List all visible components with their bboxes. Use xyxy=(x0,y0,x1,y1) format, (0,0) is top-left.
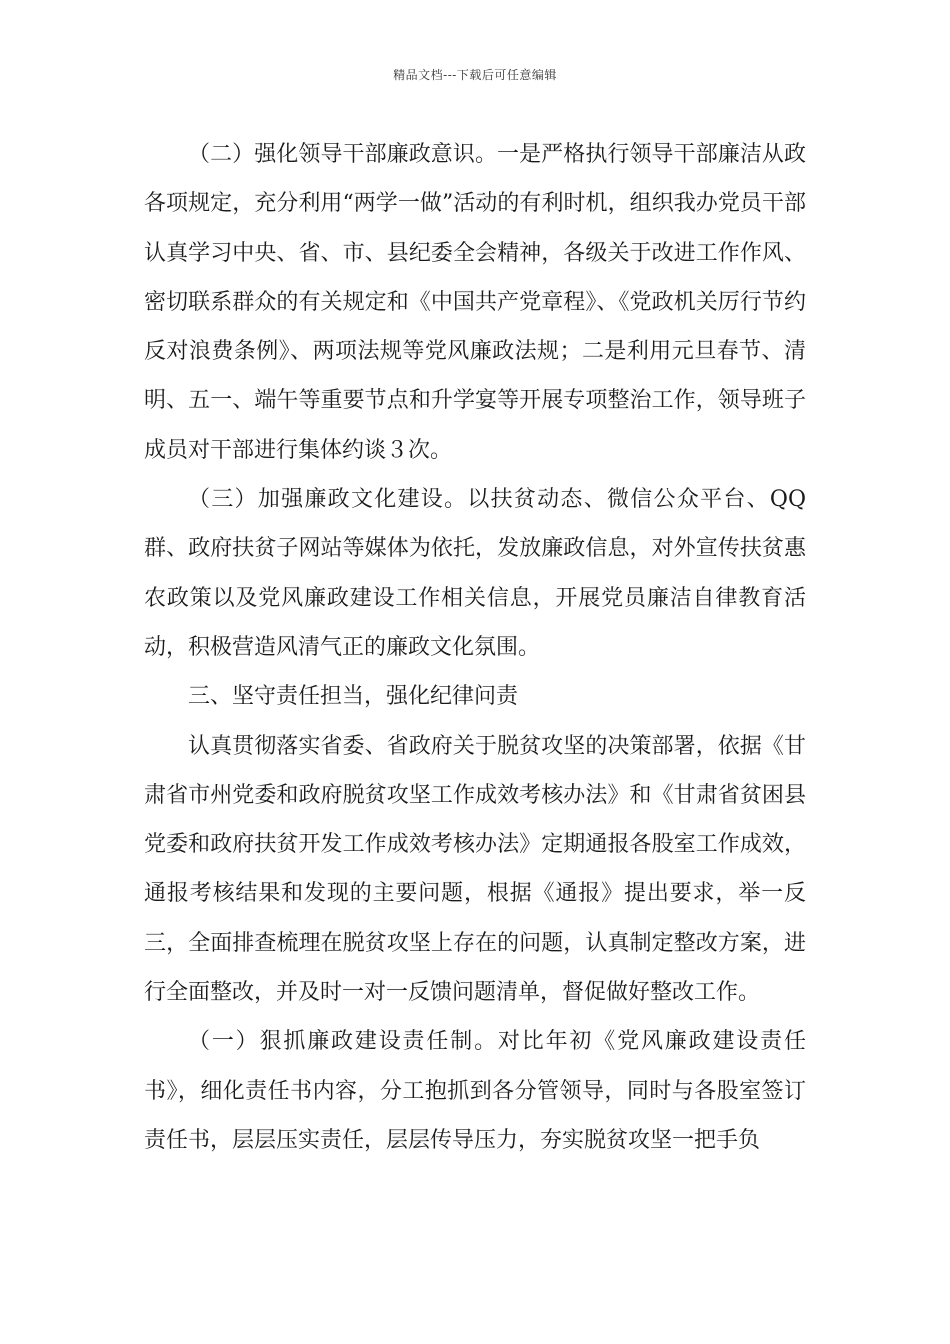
paragraph-implementation: 认真贯彻落实省委、省政府关于脱贫攻坚的决策部署，依据《甘肃省市州党委和政府脱贫攻坚工作成效考核办法》和《甘肃省贫困县党委和政府扶贫开发工作成效考核办法》定期通报各股室工作成效，通报考核结果和发现的主要问题，根据《通报》提出要求，举一反三，全面排查梳理在脱贫攻坚上存在的问题，认真制定整改方案，进行全面整改，并及时一对一反馈问题清单，督促做好整改工作。 xyxy=(144,733,806,1006)
page-header: 精品文档---下载后可任意编辑 xyxy=(393,68,557,82)
paragraph-culture-building: （三）加强廉政文化建设。以扶贫动态、微信公众平台、QQ群、政府扶贫子网站等媒体为依托，发放廉政信息，对外宣传扶贫惠农政策以及党风廉政建设工作相关信息，开展党员廉洁自律教育活动，积极营造风清气正的廉政文化氛围。 xyxy=(144,487,806,660)
paragraph-responsibility-system: （一）狠抓廉政建设责任制。对比年初《党风廉政建设责任书》，细化责任书内容，分工抱抓到各分管领导，同时与各股室签订责任书，层层压实责任，层层传导压力，夯实脱贫攻坚一把手负 xyxy=(144,1029,806,1153)
section-heading-responsibility: 三、坚守责任担当，强化纪律问责 xyxy=(188,684,519,710)
paragraph-strengthen-awareness: （二）强化领导干部廉政意识。一是严格执行领导干部廉洁从政各项规定，充分利用“两学一做”活动的有利时机，组织我办党员干部认真学习中央、省、市、县纪委全会精神，各级关于改进工作作风、密切联系群众的有关规定和《中国共产党章程》、《党政机关厉行节约反对浪费条例》、两项法规等党风廉政法规；二是利用元旦春节、清明、五一、端午等重要节点和升学宴等开展专项整治工作，领导班子成员对干部进行集体约谈３次。 xyxy=(144,142,806,463)
document-body xyxy=(144,130,806,1165)
